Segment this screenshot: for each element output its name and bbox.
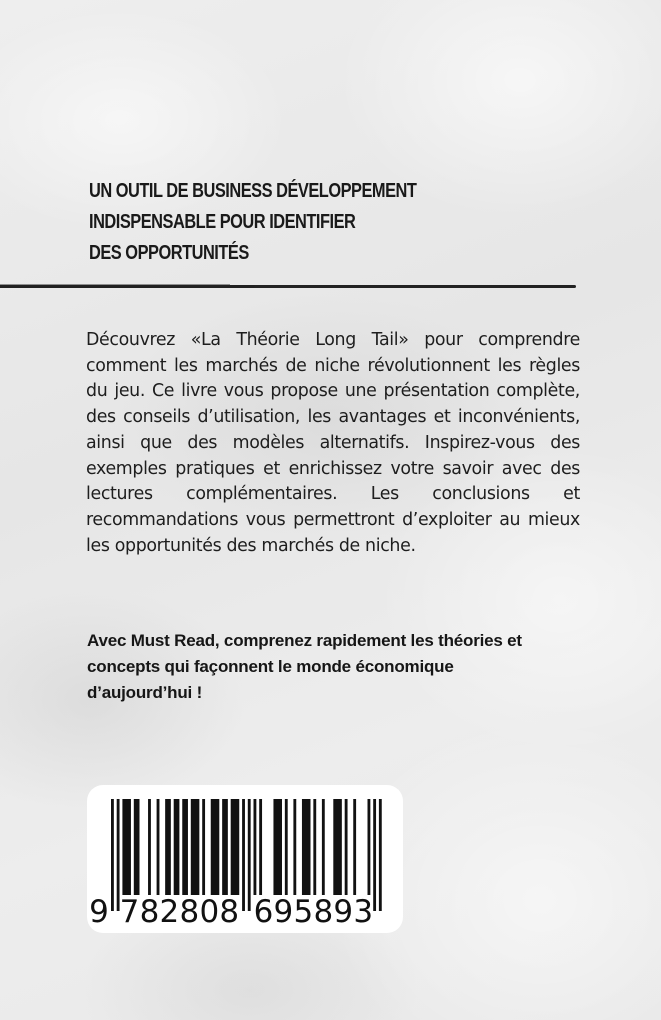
barcode-bars-graphic [87,785,403,933]
barcode-digit: 8 [313,894,334,930]
barcode-digit: 7 [119,894,140,930]
barcode-digit: 8 [139,894,160,930]
horizontal-rule [0,285,576,288]
barcode-digit: 9 [89,894,109,930]
barcode-digit: 5 [293,894,314,930]
headline-line-3: DES OPPORTUNITÉS [89,242,249,264]
headline [89,176,466,269]
barcode-digit: 0 [199,894,220,930]
barcode-digit: 8 [179,894,200,930]
barcode-digit: 9 [273,894,294,930]
barcode-digit: 6 [253,894,274,930]
description-paragraph: Découvrez «La Théorie Long Tail» pour comprendre comment les marchés de niche révolutionnent les règles du jeu. Ce livre vous propose une présentation complète, des conseils d’utilisation, les avantages et inconvénients, ainsi que des modèles alternatifs. Inspirez-vous des exemples pratiques et enrichissez votre savoir avec des lectures complémentaires. Les conclusions et recommandations vous permettront d’exploiter au mieux les opportunités des marchés de niche. [86,330,580,556]
barcode-digit: 8 [219,894,240,930]
headline-line-2: INDISPENSABLE POUR IDENTIFIER [89,211,356,233]
tagline: Avec Must Read, comprenez rapidement les théories et concepts qui façonnent le monde économique d’aujourd’hui ! [87,631,522,702]
barcode-digit: 9 [333,894,354,930]
headline-line-1: UN OUTIL DE BUSINESS DÉVELOPPEMENT [89,180,417,202]
isbn-barcode [87,785,403,933]
barcode-digit: 2 [159,894,180,930]
barcode-digit: 3 [353,894,374,930]
